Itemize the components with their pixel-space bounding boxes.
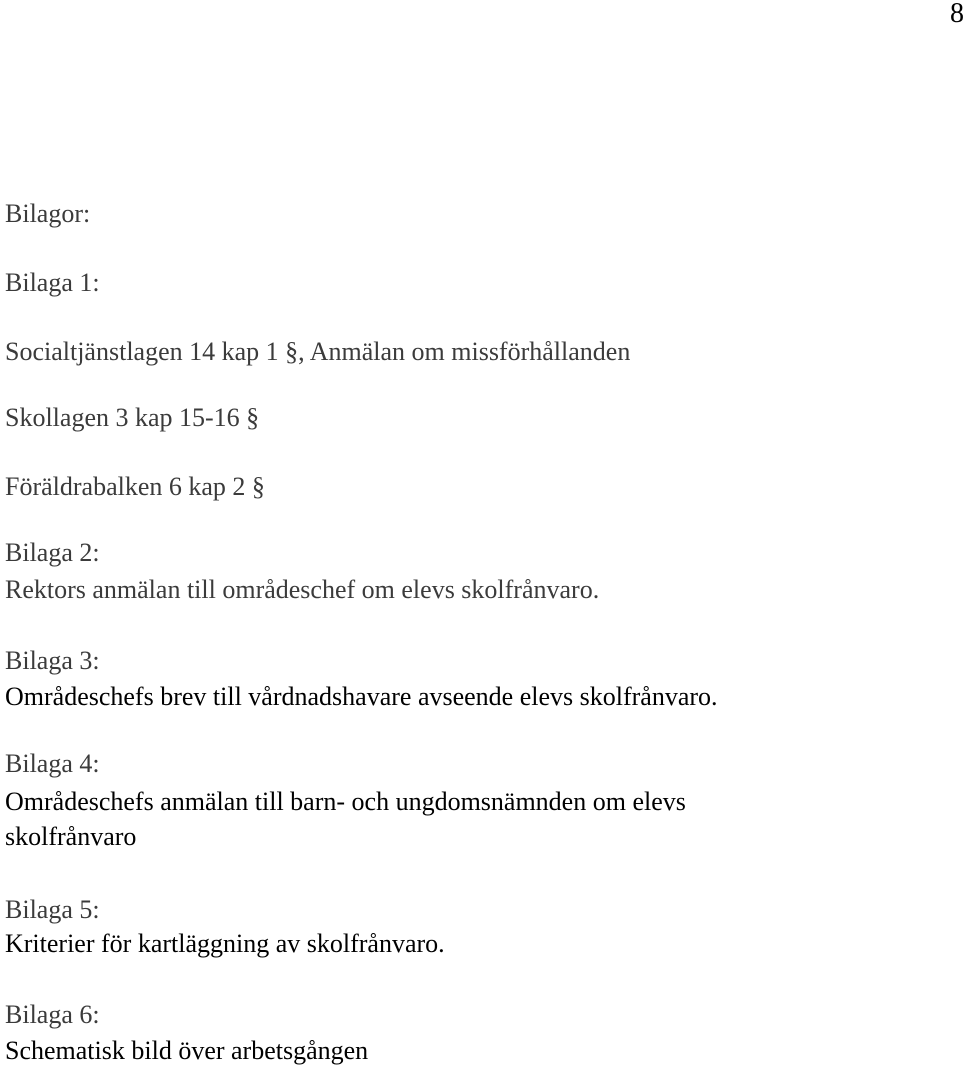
bilaga-4-label: Bilaga 4: [5,749,100,778]
attachments-heading: Bilagor: [5,199,91,228]
bilaga-5-text: Kriterier för kartläggning av skolfrånvaro. [5,929,445,958]
bilaga-5-label: Bilaga 5: [5,895,100,924]
bilaga-1-label: Bilaga 1: [5,268,100,297]
bilaga-1-socialtjanstlagen: Socialtjänstlagen 14 kap 1 §, Anmälan om missförhållanden [5,337,631,366]
bilaga-3-label: Bilaga 3: [5,646,100,675]
bilaga-4-text-line-1: Områdeschefs anmälan till barn- och ungdomsnämnden om elevs [5,787,686,816]
bilaga-2-label: Bilaga 2: [5,538,100,567]
page-number: 8 [950,0,964,29]
bilaga-6-text: Schematisk bild över arbetsgången [5,1036,369,1065]
bilaga-4-text-line-2: skolfrånvaro [5,822,137,851]
bilaga-2-text: Rektors anmälan till områdeschef om elevs skolfrånvaro. [5,575,600,604]
bilaga-6-label: Bilaga 6: [5,1000,100,1029]
bilaga-1-foraldrabalken: Föräldrabalken 6 kap 2 § [5,472,265,501]
bilaga-3-text: Områdeschefs brev till vårdnadshavare avseende elevs skolfrånvaro. [5,682,718,711]
bilaga-1-skollagen: Skollagen 3 kap 15-16 § [5,403,260,432]
